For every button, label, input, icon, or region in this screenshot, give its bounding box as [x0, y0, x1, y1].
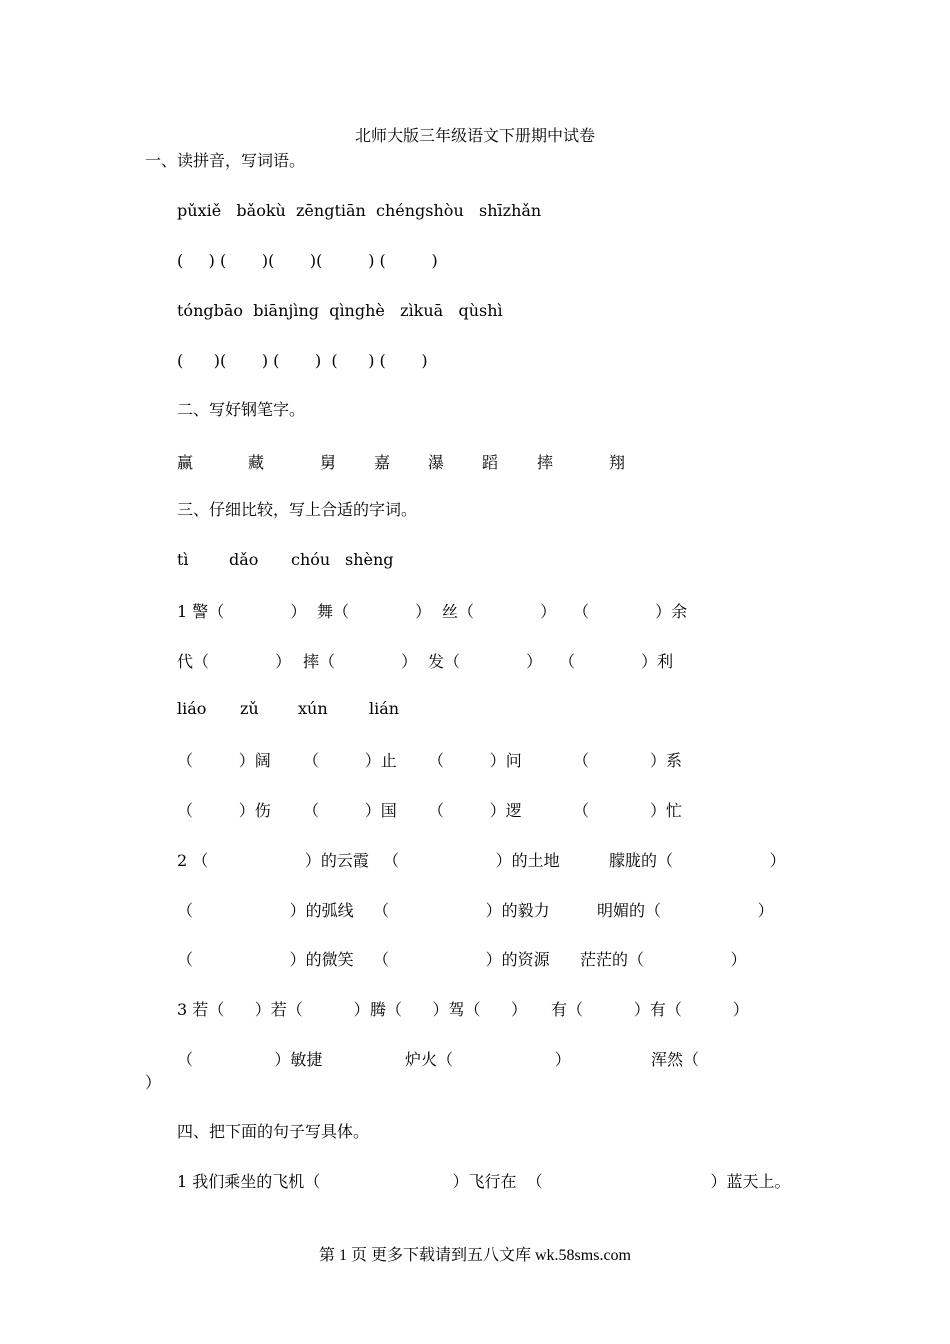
pinyin-row-1: pǔxiě bǎokù zēngtiān chéngshòu shīzhǎn	[177, 201, 542, 220]
exercise-item: （ ）忙	[573, 801, 683, 820]
practice-char: 瀑	[428, 453, 445, 472]
pinyin-word: xún	[298, 699, 328, 718]
exercise-item: 茫茫的（ ）	[580, 950, 747, 969]
exercise-item: （ ）伤	[177, 801, 271, 820]
exercise-item: 舞（ ）	[317, 602, 432, 621]
exercise-item: 代（ ）	[177, 652, 292, 671]
section-4-item-1: 1 我们乘坐的飞机（ ）飞行在 （ ）蓝天上。	[177, 1172, 791, 1191]
pinyin-word: liáo	[177, 699, 207, 718]
section-4-heading: 四、把下面的句子写具体。	[177, 1122, 370, 1141]
exercise-item: 摔（ ）	[303, 652, 418, 671]
exercise-item: （ ）余	[573, 602, 688, 621]
exercise-item: 发（ ）	[428, 652, 543, 671]
practice-char: 藏	[248, 453, 265, 472]
pinyin-word: chóu	[291, 550, 331, 569]
exercise-item: 1 警（ ）	[177, 602, 307, 621]
pinyin-word: lián	[369, 699, 400, 718]
blank-row-2: ( )( ) ( ) ( ) ( )	[177, 351, 428, 370]
pinyin-row-2: tóngbāo biānjìng qìnghè zìkuā qùshì	[177, 301, 503, 320]
pinyin-word: zǔ	[240, 699, 259, 718]
exercise-item: （ ）的微笑	[177, 950, 354, 969]
section-2-heading: 二、写好钢笔字。	[177, 400, 306, 419]
exercise-item: 浑然（	[651, 1050, 700, 1069]
pinyin-word: tì	[177, 550, 189, 569]
exercise-item: （ ）国	[303, 801, 397, 820]
exercise-item: （ ）逻	[428, 801, 522, 820]
exercise-item: （ ）利	[559, 652, 674, 671]
exercise-item: （ ）敏捷	[177, 1050, 323, 1069]
exercise-item: （ ）的资源	[373, 950, 550, 969]
practice-char: 翔	[609, 453, 626, 472]
exercise-item: 有（ ）有（ ）	[551, 1000, 749, 1019]
exercise-item: 腾（ ）驾（ ）	[370, 1000, 528, 1019]
exercise-item: （ ）的弧线	[177, 901, 354, 920]
exercise-item: 丝（ ）	[442, 602, 557, 621]
exercise-item: （ ）的土地	[383, 851, 560, 870]
page-footer: 第 1 页 更多下载请到五八文库 wk.58sms.com	[318, 1247, 631, 1264]
section-1-heading: 一、读拼音，写词语。	[145, 151, 306, 170]
page-title: 北师大版三年级语文下册期中试卷	[354, 126, 595, 145]
exercise-item: 2 （ ）的云霞	[177, 851, 369, 870]
blank-row-1: ( ) ( )( )( ) ( )	[177, 251, 438, 270]
exercise-item: 明媚的（ ）	[597, 901, 774, 920]
exercise-item: （ ）系	[573, 751, 683, 770]
exercise-item: 炉火（ ）	[405, 1050, 571, 1069]
exercise-item: （ ）问	[428, 751, 522, 770]
exercise-item: （ ）的毅力	[373, 901, 550, 920]
pinyin-word: shèng	[345, 550, 394, 569]
practice-char: 蹈	[482, 453, 499, 472]
practice-char: 嘉	[374, 453, 391, 472]
practice-char: 舅	[320, 453, 337, 472]
exercise-item: 3 若（ ）若（ ）	[177, 1000, 370, 1019]
pinyin-word: dǎo	[229, 550, 259, 569]
section-3-heading: 三、仔细比较，写上合适的字词。	[177, 500, 418, 519]
exercise-item: （ ）阔	[177, 751, 271, 770]
wrapped-bracket: ）	[145, 1073, 162, 1092]
practice-char: 赢	[177, 453, 194, 472]
exercise-item: （ ）止	[303, 751, 397, 770]
practice-char: 摔	[537, 453, 554, 472]
exercise-item: 朦胧的（ ）	[609, 851, 786, 870]
